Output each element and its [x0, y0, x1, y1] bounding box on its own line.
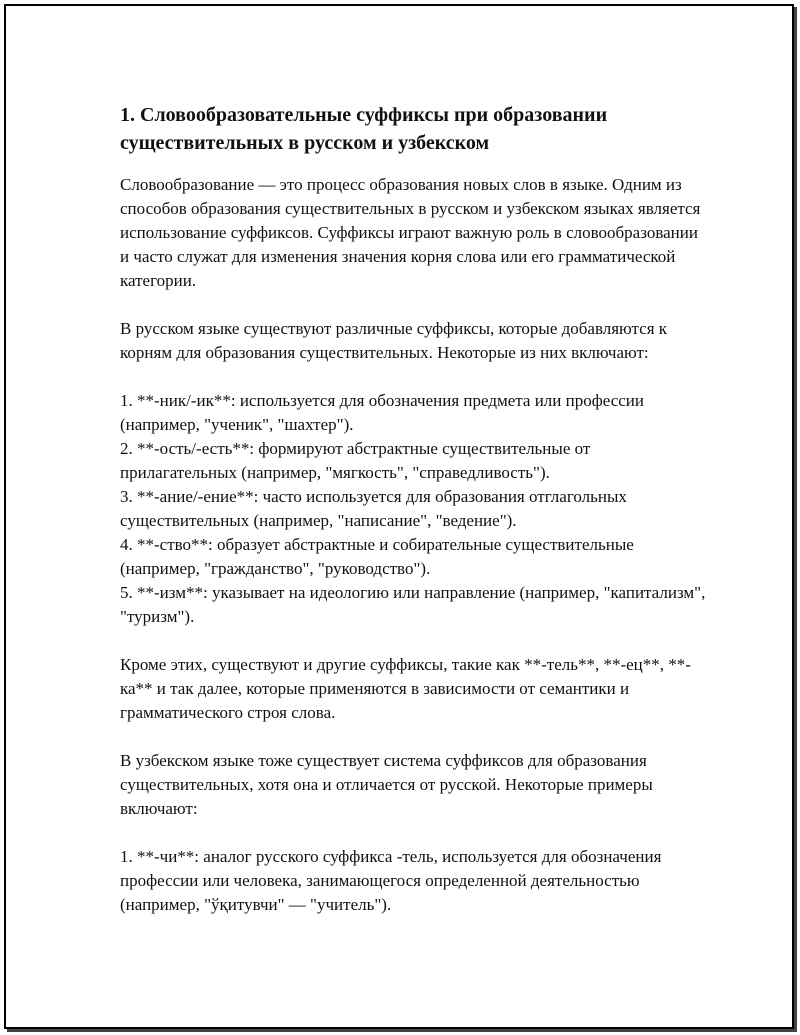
list-item: 1. **-ник/-ик**: используется для обозначения предмета или профессии (например, "ученик", "шахтер"). — [120, 391, 645, 434]
section-title: 1. Словообразовательные суффиксы при образовании существительных в русском и узбекском — [120, 104, 608, 154]
list-item: 3. **-ание/-ение**: часто используется для образования отглагольных существительных (например, "написание", "ведение"). — [120, 487, 627, 530]
document-body — [120, 101, 710, 941]
other-suffixes-paragraph: Кроме этих, существуют и другие суффиксы, такие как **-тель**, **-ец**, **-ка** и так далее, которые применяются в зависимости от семантики и грамматического строя слова. — [120, 655, 691, 722]
intro-paragraph: Словообразование — это процесс образования новых слов в языке. Одним из способов образования существительных в русском и узбекском языках является использование суффиксов. Суффиксы играют важную роль в словообразовании и часто служат для изменения значения корня слова или его грамматической категории. — [120, 175, 701, 290]
uzbek-intro-paragraph: В узбекском языке тоже существует система суффиксов для образования существительных, хотя она и отличается от русской. Некоторые примеры включают: — [120, 751, 653, 818]
list-item: 5. **-изм**: указывает на идеологию или направление (например, "капитализм", "туризм"). — [120, 583, 706, 626]
uzbek-suffix-list — [120, 845, 710, 917]
list-item: 4. **-ство**: образует абстрактные и собирательные существительные (например, "гражданство", "руководство"). — [120, 535, 634, 578]
list-item: 1. **-чи**: аналог русского суффикса -тель, используется для обозначения профессии или человека, занимающегося определенной деятельностью (например, "ўқитувчи" — "учитель"). — [120, 847, 662, 914]
page — [4, 4, 794, 1029]
russian-suffix-list — [120, 389, 710, 629]
russian-intro-paragraph: В русском языке существуют различные суффиксы, которые добавляются к корням для образования существительных. Некоторые из них включают: — [120, 319, 668, 362]
list-item: 2. **-ость/-есть**: формируют абстрактные существительные от прилагательных (например, "мягкость", "справедливость"). — [120, 439, 591, 482]
